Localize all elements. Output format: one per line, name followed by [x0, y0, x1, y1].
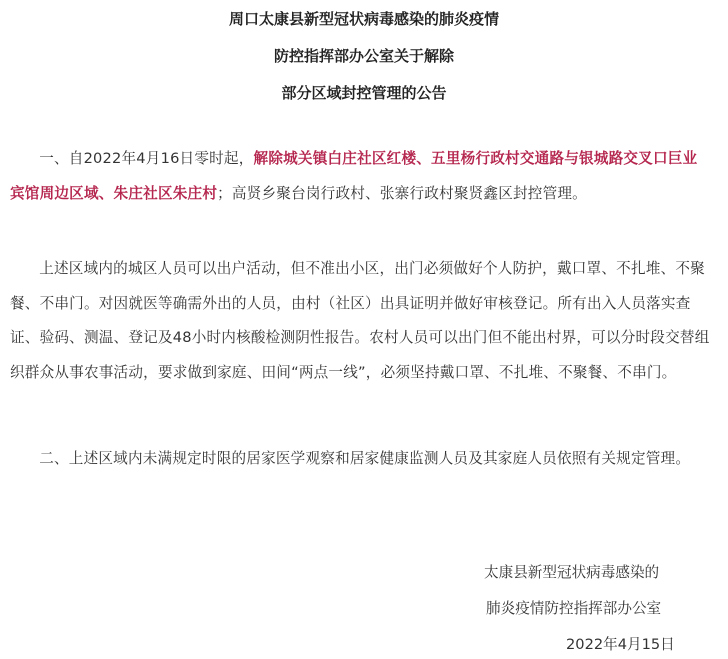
section-2-paragraph: 二、上述区域内未满规定时限的居家医学观察和居家健康监测人员及其家庭人员依照有关规定管理。: [39, 450, 691, 467]
notice-title-line-1: 周口太康县新型冠状病毒感染的肺炎疫情: [228, 10, 499, 28]
section-1-paragraph: [10, 142, 710, 211]
section-1-highlight: 解除城关镇白庄社区红楼、五里杨行政村交通路与银城路交叉口巨业宾馆周边区域、朱庄社区朱庄村: [10, 150, 698, 202]
signature-org-line-2: 肺炎疫情防控指挥部办公室: [486, 600, 662, 617]
signature-org-line-1: 太康县新型冠状病毒感染的: [484, 564, 660, 581]
notice-title-line-2: 防控指挥部办公室关于解除: [273, 47, 454, 65]
section-1-detail-paragraph: 上述区域内的城区人员可以出户活动，但不准出小区，出门必须做好个人防护，戴口罩、不扎堆、不聚餐、不串门。对因就医等确需外出的人员，由村（社区）出具证明并做好审核登记。所有出入人员落实查证、验码、测温、登记及48小时内核酸检测阴性报告。农村人员可以出门但不能出村界，可以分时段交替组织群众从事农事活动，要求做到家庭、田间“两点一线”，必须坚持戴口罩、不扎堆、不聚餐、不串门。: [10, 260, 710, 381]
section-1-lead: 一、自2022年4月16日零时起，: [39, 150, 254, 167]
section-1-tail: ；高贤乡聚台岗行政村、张寨行政村聚贤鑫区封控管理。: [217, 184, 587, 202]
notice-title-line-3: 部分区域封控管理的公告: [281, 84, 447, 102]
signature-date: 2022年4月15日: [566, 636, 675, 653]
